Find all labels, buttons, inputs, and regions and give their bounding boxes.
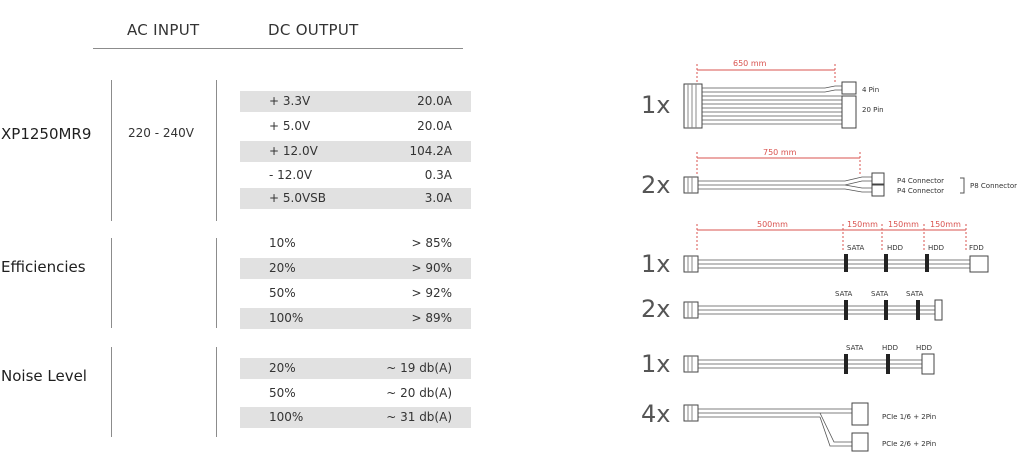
efficiency-load: 50% [269, 286, 296, 300]
efficiency-value: > 85% [411, 236, 452, 250]
fdd-connector [970, 256, 988, 272]
cable-sata [641, 290, 942, 323]
conn-label: FDD [969, 244, 984, 252]
noise-load: 20% [269, 361, 296, 375]
conn-label: HDD [916, 344, 933, 352]
cable-qty: 2x [641, 295, 671, 323]
dc-current: 0.3A [424, 168, 452, 182]
dc-current: 20.0A [417, 94, 452, 108]
connector-4pin [842, 82, 856, 94]
seg-length: 500mm [757, 220, 788, 229]
cable-peripheral-mix [641, 220, 988, 278]
cable-p8 [641, 148, 1017, 199]
dc-rail: + 5.0VSB [269, 191, 327, 205]
conn-label: HDD [928, 244, 945, 252]
dc-rail: + 5.0V [269, 119, 311, 133]
conn-label: SATA [871, 290, 889, 298]
main-pin-b: 20 Pin [862, 106, 884, 114]
dc-rail: + 3.3V [269, 94, 311, 108]
ac-input-header: AC INPUT [127, 21, 200, 39]
conn-label: HDD [882, 344, 899, 352]
conn-label: PCIe 2/6 + 2Pin [882, 440, 937, 448]
dc-current: 104.2A [409, 144, 452, 158]
p4-connector-b [872, 185, 884, 196]
cable-pcie [641, 400, 936, 451]
efficiency-value: > 90% [411, 261, 452, 275]
conn-label: PCIe 1/6 + 2Pin [882, 413, 937, 421]
dc-output-header: DC OUTPUT [268, 21, 359, 39]
cable-qty: 1x [641, 250, 671, 278]
ac-value: 220 - 240V [128, 126, 194, 140]
seg-length: 150mm [847, 220, 878, 229]
noise-load: 100% [269, 410, 304, 424]
conn-label: SATA [847, 244, 865, 252]
cable-qty: 4x [641, 400, 671, 428]
cable-sata-hdd [641, 344, 934, 378]
seg-length: 150mm [888, 220, 919, 229]
connector-20pin [842, 96, 856, 128]
efficiency-load: 10% [269, 236, 296, 250]
main-length: 650 mm [733, 59, 767, 68]
efficiencies-label: Efficiencies [1, 258, 86, 276]
efficiency-value: > 92% [411, 286, 452, 300]
efficiency-value: > 89% [411, 311, 452, 325]
conn-label: SATA [846, 344, 864, 352]
conn-label: SATA [835, 290, 853, 298]
noise-load: 50% [269, 386, 296, 400]
dc-current: 3.0A [424, 191, 452, 205]
seg-length: 150mm [930, 220, 961, 229]
conn-label: SATA [906, 290, 924, 298]
dc-rail: + 12.0V [269, 144, 318, 158]
connector-main-plug [684, 84, 702, 128]
efficiency-load: 100% [269, 311, 304, 325]
dc-rail: - 12.0V [269, 168, 313, 182]
p8-length: 750 mm [763, 148, 797, 157]
cable-qty: 1x [641, 91, 671, 119]
p8-conn-b: P4 Connector [897, 187, 945, 195]
noise-value: ~ 19 db(A) [386, 361, 452, 375]
p8-group: P8 Connector [970, 182, 1018, 190]
cable-qty: 1x [641, 350, 671, 378]
noise-value: ~ 31 db(A) [386, 410, 452, 424]
pcie-connector-a [852, 403, 868, 425]
pcie-connector-b [852, 433, 868, 451]
model-name: XP1250MR9 [1, 125, 92, 143]
dc-current: 20.0A [417, 119, 452, 133]
conn-label: HDD [887, 244, 904, 252]
main-pin-a: 4 Pin [862, 86, 880, 94]
noise-label: Noise Level [1, 367, 87, 385]
p4-connector-a [872, 173, 884, 184]
cable-qty: 2x [641, 171, 671, 199]
cable-main-atx [641, 59, 884, 128]
noise-value: ~ 20 db(A) [386, 386, 452, 400]
p8-conn-a: P4 Connector [897, 177, 945, 185]
efficiency-load: 20% [269, 261, 296, 275]
